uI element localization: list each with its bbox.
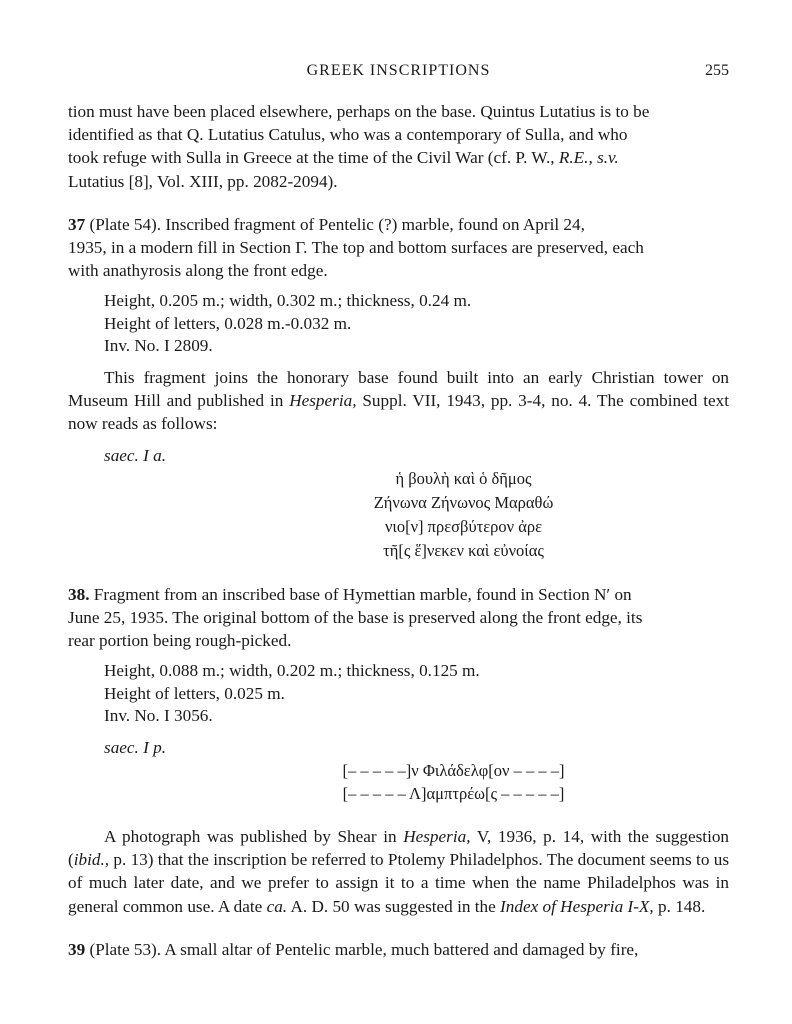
- inscription-line: νιο[ν] πρεσβύτερον ἀρε: [384, 516, 543, 536]
- entry-38-description: [68, 583, 729, 653]
- inscription-line: [– – – – – Λ]αμπτρέω[ς – – – – –]: [342, 784, 565, 804]
- text-line: tion must have been placed elsewhere, perhaps on the base. Quintus Lutatius is to be: [68, 102, 650, 121]
- letter-height: Height of letters, 0.028 m.-0.032 m.: [104, 313, 352, 333]
- intro-paragraph: [68, 100, 729, 193]
- text-span: A photograph was published by Shear in: [104, 827, 397, 847]
- text-line: June 25, 1935. The original bottom of the base is preserved along the front edge, its: [68, 607, 643, 627]
- inscription-line: τῆ[ς ἕ]νεκεν καὶ εὐνοίας: [383, 540, 544, 560]
- text-span: the name Philadelphos was in general common use. A date: [68, 873, 730, 916]
- text-span: (Plate 53). A small altar of Pentelic marble, much battered and damaged by fire,: [89, 939, 639, 959]
- dimensions: Height, 0.088 m.; width, 0.202 m.; thickness, 0.125 m.: [104, 661, 480, 681]
- text-line: with anathyrosis along the front edge.: [68, 261, 328, 281]
- text-span: V, 1936, p. 14, with the: [476, 827, 649, 847]
- inscription-line: ἡ βουλὴ καὶ ὁ δῆμος: [395, 468, 532, 488]
- entry-number: 39: [68, 939, 86, 959]
- page-header: [68, 62, 729, 86]
- text-span: p. 148.: [658, 896, 706, 916]
- inscription-line: Ζήνωνα Ζήνωνος Μαραθώ: [373, 492, 554, 512]
- inventory-number: Inv. No. I 2809.: [104, 336, 213, 356]
- text-span: Suppl. VII, 1943, pp. 3-4, no. 4. The: [362, 391, 624, 411]
- letter-height: Height of letters, 0.025 m.: [104, 683, 285, 703]
- entry-38-commentary: [68, 825, 729, 918]
- entry-39-description: [68, 938, 729, 961]
- text-span: took refuge with Sulla in Greece at the time of the Civil War (cf. P. W.,: [68, 148, 555, 168]
- text-span: document seems to us of much later date, and we prefer to assign it to a time when: [68, 850, 730, 893]
- date-label: saec. I a.: [104, 445, 167, 465]
- page-number: 255: [705, 62, 729, 79]
- dimensions: Height, 0.205 m.; width, 0.302 m.; thickness, 0.24 m.: [104, 291, 472, 311]
- entry-37-measurements: [104, 290, 729, 358]
- text-span: on Museum Hill and published in: [68, 367, 729, 411]
- text-line: [68, 583, 729, 606]
- inventory-number: Inv. No. I 3056.: [104, 706, 213, 726]
- text-span: A. D. 50 was suggested: [290, 896, 453, 916]
- text-span: Fragment from an inscribed base of Hymettian marble, found in Section Ν′ on: [93, 584, 632, 604]
- italic-span: Index of Hesperia I-X,: [500, 896, 654, 916]
- running-title: GREEK INSCRIPTIONS: [306, 62, 491, 79]
- greek-inscription-text: [68, 759, 729, 805]
- entry-38-measurements: [104, 660, 729, 728]
- text-line: 1935, in a modern fill in Section Γ. The top and bottom surfaces are preserved, each: [68, 238, 644, 258]
- entry-number: 38.: [68, 584, 90, 604]
- text-line: identified as that Q. Lutatius Catulus, who was a contemporary of Sulla, and who: [68, 125, 628, 145]
- text-line: rear portion being rough-picked.: [68, 631, 292, 651]
- italic-span: ca.: [266, 896, 288, 916]
- text-span: in the: [457, 896, 496, 916]
- entry-number: 37: [68, 214, 86, 234]
- italic-span: R.E., s.v.: [558, 148, 619, 168]
- text-line: Lutatius [8], Vol. XIII, pp. 2082-2094).: [68, 171, 338, 191]
- italic-span: ibid.,: [73, 850, 110, 870]
- page-body: [68, 100, 729, 961]
- text-line: [68, 213, 729, 236]
- text-span: combined text now reads as follows:: [68, 391, 729, 434]
- text-span: p. 13) that the inscription be referred to Ptolemy Philadelphos. The: [113, 850, 574, 870]
- italic-span: Hesperia,: [289, 391, 357, 411]
- italic-span: Hesperia,: [403, 827, 471, 847]
- inscription-line: [– – – – –]ν Φιλάδελφ[ον – – – –]: [342, 761, 565, 781]
- text-span: This fragment joins the honorary base found built into an early Christian tower: [104, 367, 703, 387]
- entry-37-commentary: [68, 366, 729, 436]
- entry-37-description: [68, 213, 729, 283]
- text-span: suggestion (: [68, 827, 730, 870]
- greek-inscription-text: [68, 467, 729, 563]
- text-span: (Plate 54). Inscribed fragment of Pentelic (?) marble, found on April 24,: [89, 214, 585, 234]
- date-label: saec. I p.: [104, 737, 167, 757]
- text-line: [68, 146, 729, 169]
